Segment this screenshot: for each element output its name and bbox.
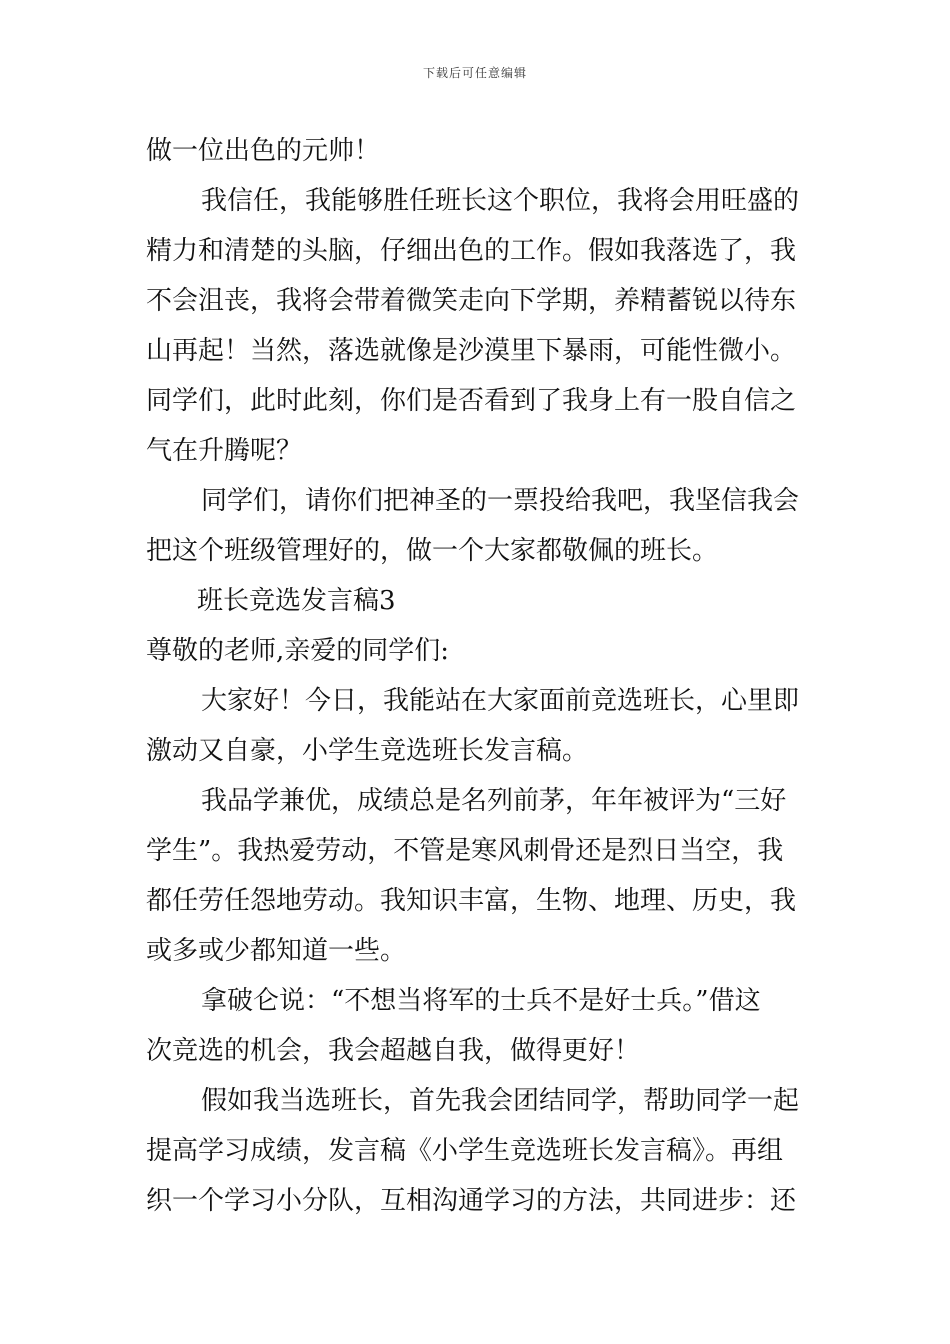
text-line: 气在升腾呢？ — [146, 436, 303, 466]
body-text — [146, 126, 808, 1226]
text-line: 把这个班级管理好的，做一个大家都敬佩的班长。 — [146, 536, 719, 566]
text-line: 不会沮丧，我将会带着微笑走向下学期，养精蓄锐以待东 — [146, 286, 797, 316]
text-line: 假如我当选班长，首先我会团结同学，帮助同学一起 — [201, 1086, 800, 1116]
text-line: 激动又自豪，小学生竞选班长发言稿。 — [146, 736, 589, 766]
text-line: 或多或少都知道一些。 — [146, 936, 407, 966]
text-line: 都任劳任怨地劳动。我知识丰富，生物、地理、历史，我 — [146, 886, 797, 916]
text-line: 精力和清楚的头脑，仔细出色的工作。假如我落选了，我 — [146, 236, 797, 266]
text-line: 拿破仑说：“不想当将军的士兵不是好士兵。”借这 — [201, 986, 761, 1016]
text-line: 学生”。我热爱劳动，不管是寒风刺骨还是烈日当空，我 — [146, 836, 784, 866]
text-line: 提高学习成绩，发言稿《小学生竞选班长发言稿》。再组 — [146, 1136, 784, 1166]
text-line: 做一位出色的元帅！ — [146, 136, 381, 166]
text-line: 同学们，此时此刻，你们是否看到了我身上有一股自信之 — [146, 386, 797, 416]
text-line: 织一个学习小分队，互相沟通学习的方法，共同进步：还 — [146, 1186, 797, 1216]
section-heading: 班长竞选发言稿3 — [197, 586, 396, 616]
text-line: 我品学兼优，成绩总是名列前茅，年年被评为“三好 — [201, 786, 787, 816]
header-note: 下载后可任意编辑 — [422, 66, 527, 80]
text-line: 山再起！当然，落选就像是沙漠里下暴雨，可能性微小。 — [146, 336, 797, 366]
text-line: 大家好！今日，我能站在大家面前竞选班长，心里即 — [201, 686, 800, 716]
text-line: 同学们，请你们把神圣的一票投给我吧，我坚信我会 — [201, 486, 800, 516]
text-line: 次竞选的机会，我会超越自我，做得更好！ — [146, 1036, 641, 1066]
text-line: 尊敬的老师,亲爱的同学们: — [146, 636, 450, 666]
text-line: 我信任，我能够胜任班长这个职位，我将会用旺盛的 — [201, 186, 800, 216]
